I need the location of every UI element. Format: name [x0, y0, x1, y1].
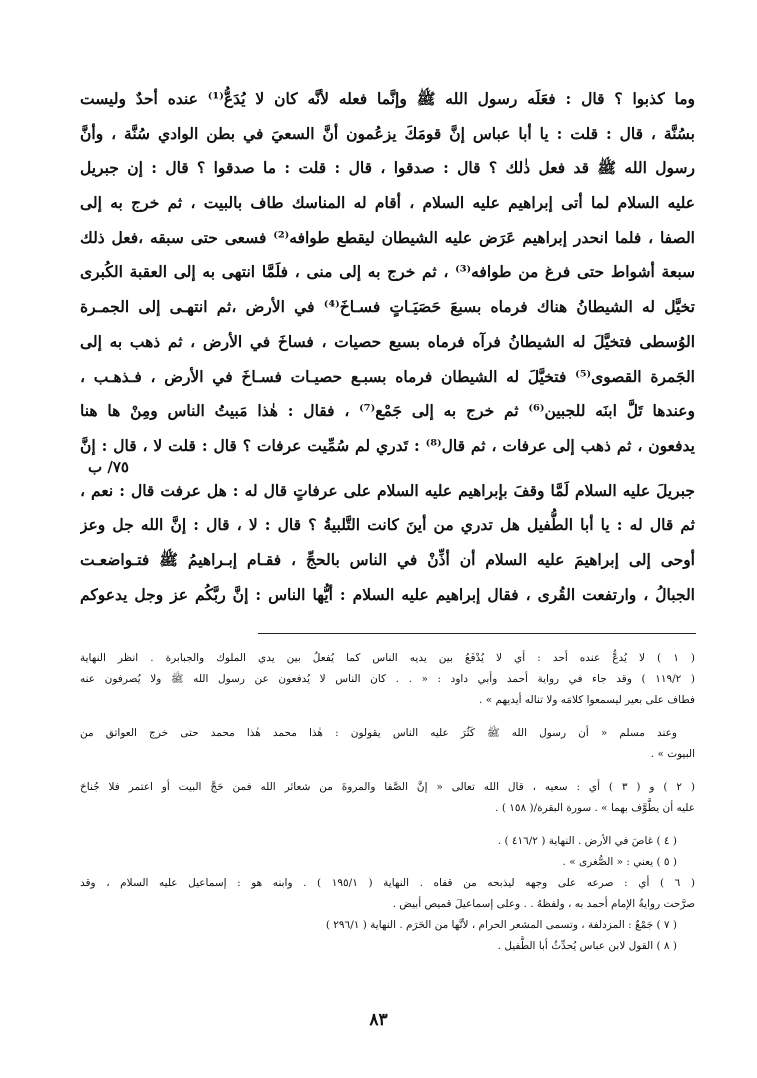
main-text: [80, 82, 695, 612]
text-line: وما كذبوا ؟ قال : فعَلَه رسول الله ﷺ وإنَّما فعله لأنَّه كان لا يُدَعُّ⁽¹⁾ عنده أحدٌ وليست: [80, 89, 695, 108]
text-line: رسول الله ﷺ قد فعل ذٰلك ؟ قال : صدقوا ، قال : قلت : ما صدقوا ؟ قال : إن جبريل: [80, 158, 695, 178]
footnote-line: ( ١١٩/٢ ) وقد جاء في رواية أحمد وأبي داود : « . . كان الناس لا يُدفعون عن رسول الله ﷺ ولا يُصرفون عنه: [80, 673, 695, 685]
footnote-line: وعند مسلم « أن رسول الله ﷺ كَثُرَ عليه الناس يقولون : هٰذا محمد هٰذا محمد حتى خرج العواتق من: [80, 727, 677, 739]
footnote-line: عليه أن يطَّوَّف بهما » . سورة البقرة/( ١٥٨ ) .: [495, 802, 695, 814]
text-line: أوحى إلى إبراهيمَ عليه السلام أن أذِّنْ في الناس بالحجِّ ، فقـام إبـراهيمُ ﷺ فتـواضعـت: [80, 549, 695, 569]
text-line: عليه السلام لما أتى إبراهيم عليه السلام ، أقام له المناسك طاف بالبيت ، ثم خرج به إلى: [80, 193, 695, 213]
footnote-line: ( ٦ ) أي : صرعه على وجهه ليذبحه من قفاه . النهاية ( ١٩٥/١ ) . وابنه هو : إسماعيل عليه السلام ، وقد: [80, 877, 695, 889]
footnote-line: ( ١ ) لا يُدعُّ عنده أحد : أي لا يُدْفَعُ بين يديه الناس كما يُفعلُ بين يدي الملوك والجبابرة . انظر النهاية: [80, 652, 695, 664]
text-line: جبريلَ عليه السلام لَمَّا وقفَ بإبراهيم عليه السلام على عرفاتٍ قال له : هل عرفت قال : نعم ،: [80, 480, 695, 500]
footnote-line: ( ٢ ) و ( ٣ ) أي : سعيه ، قال الله تعالى « إنَّ الصَّفا والمروةَ من شعائر الله فمن حَجَّ البيت أو اعتمر فلا جُناحَ: [80, 781, 695, 793]
page-number: ٨٣: [369, 1010, 388, 1030]
text-line: الوُسطى فتخيَّلَ له الشيطانُ فرآه فرماه بسبع حصيات ، فساخَ في الأرض ، ثم ذهب به إلى: [80, 331, 695, 351]
text-line: الجبالُ ، وارتفعت القُرى ، فقال إبراهيم عليه السلام : أيُّها الناس : إنَّ ربَّكُم عز وجل يدعوكم: [80, 584, 695, 604]
text-line: يدفعون ، ثم ذهب إلى عرفات ، ثم قال⁽⁸⁾ : تَدري لم سُمِّيت عرفات ؟ قال : قلت لا ، قال : إنَّ: [80, 435, 695, 455]
text-line: سبعة أشواط حتى فرغ من طوافه⁽³⁾ ، ثم خرج به إلى منى ، فلَمَّا انتهى به إلى العقبة الكُبرى: [80, 262, 695, 282]
text-line: الجَمرة القصوى⁽⁵⁾ فتخيَّلَ له الشيطان فرماه بسبـع حصيـات فسـاخَ في الأرض ، فـذهـب ،: [80, 366, 695, 386]
footnote-line: ( ٤ ) غاصَ في الأرض . النهاية ( ٤١٦/٢ ) .: [497, 835, 677, 847]
text-line: ثم قال له : يا أبا الطُّفيل هل تدري من أينَ كانت التَّلبيةُ ؟ قال : لا ، قال : إنَّ الله جل وعز: [80, 515, 695, 535]
text-line: بسُنَّة ، قال : قلت : يا أبا عباس إنَّ قومَكَ يزعُمون أنَّ السعيَ في بطن الوادي سُنَّة ، وأنَّ: [80, 123, 695, 143]
footnote-line: ( ٥ ) يعني : « الصُّغرى » .: [562, 856, 677, 868]
footnote-line: البيوت » .: [650, 748, 695, 760]
footnote-divider: [258, 633, 696, 634]
footnote-line: ( ٧ ) جَمْعٌ : المزدلفة ، وتسمى المشعر الحرام ، لأنَّها من الحَرَم . النهاية ( ٢٩٦/١ ): [325, 919, 677, 931]
footnote-line: ( ٨ ) القول لابن عباس يُحدِّثُ أبا الطُّفيل .: [497, 940, 677, 952]
footnote-line: فطاف على بعير ليسمعوا كلامَه ولا تناله أيديهم » .: [479, 694, 695, 706]
text-line: تخيَّل له الشيطانُ هناك فرماه بسبعَ حَصَيَـاتٍ فسـاخَ⁽⁴⁾ في الأرض ،ثم انتهـى إلى الجمـرة: [80, 297, 695, 317]
folio-marker: ٧٥/ ب: [88, 457, 129, 476]
footnote-line: صرَّحت روايةُ الإمام أحمد به ، ولفظهُ . . وعلى إسماعيلَ قميص أبيض .: [392, 898, 695, 910]
text-line: وعندها تَلَّ ابنَه للجبين⁽⁶⁾ ثم خرج به إلى جَمْع⁽⁷⁾ ، فقال : هٰذا مَبيتُ الناس ومِنْ ها هنا: [80, 401, 695, 421]
text-line: الصفا ، فلما انحدر إبراهيم عَرَض عليه الشيطان ليقطع طوافه⁽²⁾ فسعى حتى سبقه ،فعل ذلك: [80, 227, 695, 247]
footnotes: [80, 648, 695, 957]
